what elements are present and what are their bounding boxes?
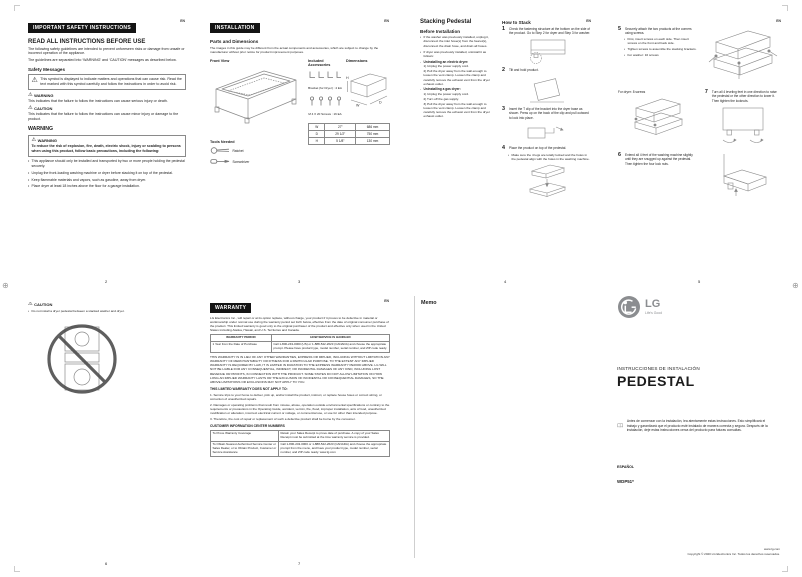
cover-language: ESPAÑOL: [617, 465, 635, 469]
crop-mark: [14, 5, 20, 11]
page-number: 5: [698, 279, 701, 284]
step7-diagram: [716, 105, 770, 145]
warning-box-label-row: [32, 138, 183, 143]
screws-icon: [308, 96, 342, 107]
cover-title: PEDESTAL: [617, 373, 695, 389]
page-stacking-pedestal: [420, 16, 592, 276]
how-to-stack-title: How to Stack: [502, 19, 531, 25]
memo-title: Memo: [421, 300, 437, 306]
warning-label: WARNING: [34, 92, 54, 98]
step-sub-note: • For washer: 16 screws: [624, 53, 699, 57]
table-row: [211, 441, 390, 456]
not-apply-item: 3. Therefore, the cost of repair or replacement of such a defective product shall be borne by the consumer.: [210, 417, 356, 422]
before-item: • If the washer was previously installed, unplug it, disconnect the inlet hose(s) from the faucet(s), disconnect the drain hose, and drain all hoses.: [420, 35, 496, 48]
manual-book-icon: [617, 419, 623, 432]
safety-messages-title: Safety Messages: [28, 66, 66, 72]
safety-bullet: • Place dryer at least 18 inches above the floor for a garage installation.: [28, 184, 186, 189]
electric-step: 1) Unplug the power supply cord.: [423, 64, 469, 69]
step6-diagram: [714, 152, 772, 198]
stack-step-5: [618, 27, 699, 36]
step-sub-note: • Tighten screws to assemble the stacking brackets.: [624, 47, 699, 51]
read-all-instructions-title: READ ALL INSTRUCTIONS BEFORE USE: [28, 38, 146, 45]
dim-label-w: W: [356, 103, 360, 108]
tools-needed-label: Tools Needed: [210, 140, 235, 145]
page-warranty: [210, 296, 390, 556]
step-number: 7: [704, 89, 708, 95]
pedestal-front-view-diagram: [212, 64, 300, 130]
website-text: www.lg.com: [763, 547, 780, 552]
caution-label: CAUTION: [34, 106, 53, 112]
accessory-item: [308, 94, 342, 116]
warranty-legal-text: THIS WARRANTY IS IN LIEU OF ANY OTHER WARRANTIES, EXPRESS OR IMPLIED, INCLUDING WITHOUT LIMITATION ANY WARRANTY OF MERCHANTABILITY OR FITNESS FOR A PARTICULAR PURPOSE. TO THE EXTENT ANY IMPLIED WARRANTY IS REQUIRED BY LAW, IT IS LIMITED IN DURATION TO THE EXPRESS WARRANTY PERIOD ABOVE. LG WILL NOT BE LIABLE FOR ANY CONSEQUENTIAL, INDIRECT, OR INCIDENTAL DAMAGES OF ANY KIND, INCLUDING LOST REVENUE OR PROFITS, IN CONNECTION WITH THE PRODUCT. SOME STATES DO NOT ALLOW LIMITATION ON HOW LONG AN IMPLIED WARRANTY LASTS OR THE EXCLUSION OF INCIDENTAL OR CONSEQUENTIAL DAMAGES, SO THE ABOVE LIMITATIONS OR EXCLUSIONS MAY NOT APPLY TO YOU.: [210, 354, 390, 384]
cover-subtitle: INSTRUCCIONES DE INSTALACIÓN: [617, 366, 700, 371]
warning-icon: ⚠: [31, 77, 38, 85]
front-view-label: Front View: [210, 58, 230, 63]
before-item: • If dryer was previously installed, uninstall it as follows:: [420, 50, 496, 59]
wrench-icon: [210, 146, 230, 155]
parts-note: The images in this guide may be different from the actual components and accessories, which are subject to change by the manufacturer without prior notice for product improvement purposes.: [210, 45, 379, 54]
electric-dryer-title: - Uninstalling an electric dryer:: [420, 60, 496, 64]
not-apply-item: 2. Damages or operating problems that result from misuse, abuse, operation outside environmental specifications or contrary to the requirements or precautions in the Operating Guide, accident, vermin, fire, flood, improper installation, acts of God, unauthorized modification or alteration, incorrect electrical current or voltage, or commercial use, or use for other than intended purpose.: [210, 402, 390, 416]
accessory-label: M 4 X 20 Screws : 16 EA: [308, 111, 342, 116]
dim-mm: 686 mm: [356, 123, 390, 130]
stack-step-6: [618, 153, 699, 166]
page-caution: [28, 302, 186, 554]
lg-logo-text: LG: [645, 297, 661, 310]
safety-header-bar: IMPORTANT SAFETY INSTRUCTIONS: [28, 23, 136, 33]
warranty-period-cell: 1 Year from the Date of Purchase: [211, 342, 272, 353]
caution-label-row: [28, 106, 186, 111]
page-stacking-steps-5-7: [618, 16, 782, 276]
page-number: 4: [504, 279, 507, 284]
installation-header-bar: INSTALLATION: [210, 23, 260, 33]
safety-bullet: • This appliance should only be installed and transported by two or more people holding the pedestal securely.: [28, 159, 186, 169]
tool-item: [210, 146, 302, 155]
table-row: [309, 137, 390, 144]
stack-step-3: [502, 107, 592, 120]
tool-label: Ratchet: [232, 148, 244, 153]
cover-note-text: Antes de comenzar con la instalación, lea atentamente estas instrucciones. Esto simplificará el trabajo y garantizará que el producto esté instalado de manera correcta y segura. Después de la instalación, deje estas instrucciones cerca del producto para futuras consultas.: [626, 419, 768, 433]
lg-logo-icon: [617, 295, 641, 319]
dryer-screws-caption: For dryer: 8 screws: [618, 89, 646, 94]
bracket-icon: [308, 70, 342, 81]
step-number: 5: [618, 25, 621, 32]
dimensions-label: Dimensions: [346, 58, 368, 63]
tool-item: [210, 157, 302, 166]
language-tag: EN: [586, 19, 591, 23]
model-number: WDP51*: [617, 479, 634, 484]
page-memo: [414, 296, 602, 558]
stack-step-2: [502, 68, 592, 73]
tool-label: Screwdriver: [232, 159, 250, 164]
warning-box: [28, 135, 186, 157]
step-sub-note: • First, insert screws on each side. Then insert screws on the front and back side.: [624, 37, 699, 46]
not-apply-title: THIS LIMITED WARRANTY DOES NOT APPLY TO:: [210, 387, 288, 392]
warning-icon: ⚠: [28, 105, 33, 112]
table-row: [211, 342, 390, 353]
warranty-period-table: [210, 334, 390, 353]
language-tag: EN: [776, 19, 781, 23]
language-tag: EN: [384, 19, 389, 23]
gas-step: 2) Turn off the gas supply.: [423, 96, 459, 101]
dim-mm: 130 mm: [356, 137, 390, 144]
dim-key: D: [309, 130, 325, 137]
crop-mark: [14, 566, 20, 572]
dim-inches: 29 1/2”: [325, 130, 356, 137]
prohibition-diagram: [42, 321, 122, 411]
table-row: [309, 130, 390, 137]
registration-mark-icon: ⊕: [792, 281, 799, 290]
page-number: 7: [298, 561, 301, 566]
step4-diagram: [524, 163, 570, 197]
how-service-cell: Call 1-800-243-0000 (US) or 1-888-542-2623 (CANADA) and choose the appropriate prompt. Please have product type, model number, serial number, and ZIP code ready.: [271, 342, 389, 353]
safety-bullet-list: [28, 159, 186, 189]
caution-label-row: [28, 302, 186, 307]
lg-tagline: Life's Good: [645, 311, 663, 316]
safety-bullet: • Unplug the front-loading washing machine or dryer before stacking it on top of the pedestal.: [28, 171, 186, 176]
step5-dryer-diagram: [628, 95, 688, 139]
electric-step: 2) Pull the dryer away from the wall enough to loosen the vent clamp. Loosen the clamp and carefully remove the exhaust vent from the dryer exhaust outlet.: [423, 69, 490, 86]
step-text: Check the fastening structure at the bottom on the side of the product. Go to Step 2 for dryer and Step 3 for washer.: [509, 27, 591, 36]
dim-label-d: D: [379, 100, 382, 105]
warranty-intro: LG Electronics Inc., will repair or at its option replace, without charge, your product if it proves to be defective in material or workmanship under normal use during the warranty period set forth below, effective from the date of original consumer purchase of the product. This limited warranty is good only to the original purchaser of the product and effective only when used in the United States including Alaska, Hawaii, and U.S. Territories and Canada.: [210, 315, 389, 333]
warning-icon: ⚠: [28, 302, 33, 307]
warning-box-label: WARNING: [37, 137, 57, 143]
accessory-label: Bracket (for Dryer) : 4 EA: [308, 85, 342, 90]
caution-label: CAUTION: [34, 302, 53, 308]
warning-section-title: WARNING: [28, 126, 54, 133]
step-number: 3: [502, 106, 505, 113]
parts-dimensions-title: Parts and Dimensions: [210, 39, 259, 44]
page-installation: [210, 16, 390, 276]
copyright-text: Copyright © 2020 LG Electronics Inc. Todos los derechos reservados.: [687, 552, 780, 557]
dim-inches: 5 1/8”: [325, 137, 356, 144]
language-tag: EN: [384, 299, 389, 303]
step-text: Turn all 4 leveling feet in one direction to raise the pedestal or the other direction to lower it. Then tighten the locknuts.: [711, 90, 777, 103]
step-number: 1: [502, 26, 505, 32]
table-header-row: [211, 335, 390, 342]
crop-mark: [782, 566, 788, 572]
step3-diagram: [525, 122, 569, 144]
stacking-pedestal-title: Stacking Pedestal: [420, 19, 472, 25]
screwdriver-icon: [210, 157, 230, 166]
warning-icon: ⚠: [28, 91, 33, 98]
how-service-header: HOW SERVICE IS HANDLED: [271, 335, 389, 342]
page-number: 6: [105, 561, 108, 566]
cover-footer: [687, 547, 780, 557]
step1-diagram: [525, 37, 569, 65]
warning-label-row: [28, 93, 186, 98]
accessory-item: [308, 68, 342, 90]
caution-description: This indicates that the failure to follow the instructions can cause minor injury or damage to the product.: [28, 112, 179, 122]
safety-intro-paragraph-2: The guidelines are separated into ‘WARNING’ and ‘CAUTION’ messages as described below.: [28, 58, 177, 63]
step-text: Tilt and hold product.: [509, 67, 539, 72]
symbol-note-text: This symbol is displayed to indicate matters and operations that can cause risk. Read the text marked with this symbol carefully and follow the instructions in order to avoid risk.: [40, 77, 182, 87]
dim-label-h: H: [346, 76, 349, 81]
warning-description: This indicates that the failure to follow the instructions can cause serious injury or death.: [28, 98, 168, 103]
stack-step-4: [502, 146, 592, 151]
cic-topic-cell: To Obtain Nearest Authorized Service Center or Sales Dealer, or to Obtain Product, Customer or Service Assistance: [211, 441, 279, 456]
not-apply-item: 1. Service trips to your home to deliver, pick up, and/or install the product, instruct, or replace house fuses or correct wiring, or correction of unauthorized repairs.: [210, 392, 382, 401]
safety-bullet: • Keep flammable materials and vapors, such as gasoline, away from dryer.: [28, 178, 186, 183]
dimensions-table: [308, 123, 390, 145]
page-important-safety-instructions: [28, 16, 186, 276]
step-text: Place the product on top of the pedestal.: [509, 146, 567, 151]
step5-washer-diagram: [706, 26, 780, 82]
customer-info-title: CUSTOMER INFORMATION CENTER NUMBERS: [210, 424, 285, 429]
step-number: 2: [502, 66, 505, 73]
dim-key: W: [309, 123, 325, 130]
page-back-cover: [616, 293, 782, 561]
step2-diagram: [527, 75, 567, 105]
caution-bullet: • Do not install a dryer pedestal between a stacked washer and dryer.: [28, 309, 186, 313]
warning-box-text: To reduce the risk of explosion, fire, death, electric shock, injury or scalding to persons when using this product, follow basic precautions, including the following:: [31, 144, 181, 153]
step-sub-note: • Make sure the 4 legs are totally locked and the holes in the pedestal align with the holes in the washing machine.: [508, 153, 592, 162]
language-tag: EN: [180, 19, 185, 23]
gas-step: 1) Unplug the power supply cord.: [423, 91, 469, 96]
customer-info-table: [210, 430, 390, 456]
cic-detail-cell: Call 1-800-243-0000 or 1-888-542-2623 (CANADA) and choose the appropriate prompt from the menu, and have your product type, model number, serial number, and ZIP code ready. www.lg.com: [279, 441, 390, 456]
dim-inches: 27”: [325, 123, 356, 130]
cic-topic-cell: To Prove Warranty Coverage: [211, 431, 279, 442]
gas-step: 3) Pull the dryer away from the wall enough to loosen the vent clamp. Loosen the clamp and carefully remove the exhaust vent from the dryer exhaust outlet.: [423, 101, 490, 119]
dim-key: H: [309, 137, 325, 144]
step-text: Insert the T clip of the bracket into the dryer base as shown. Press up on the back of the clip and pull outward to lock into place.: [509, 107, 589, 120]
included-accessories-label: Included Accessories: [308, 58, 331, 67]
dim-mm: 750 mm: [356, 130, 390, 137]
before-installation-title: Before Installation: [420, 28, 461, 34]
safety-intro-paragraph: The following safety guidelines are intended to prevent unforeseen risks or damage from unsafe or incorrect operation of the appliance.: [28, 46, 185, 56]
step-number: 6: [618, 152, 621, 159]
cic-detail-cell: Retain your Sales Receipt to prove date of purchase. A copy of your Sales Receipt must be submitted at the time warranty service is provided.: [279, 431, 390, 442]
crop-mark: [782, 5, 788, 11]
stack-step-1: [502, 27, 592, 36]
warranty-period-header: WARRANTY PERIOD: [211, 335, 272, 342]
warning-icon: ⚠: [31, 136, 37, 143]
step-text: Extend all 4 feet of the washing machine slightly until they are snugged up against the pedestal. Then tighten the four lock nuts.: [625, 153, 693, 166]
step-number: 4: [502, 145, 505, 152]
cover-note-row: [617, 419, 774, 434]
dimensions-diagram: [346, 64, 390, 108]
page-number: 3: [298, 279, 301, 284]
table-row: [309, 123, 390, 130]
symbol-note-box: [28, 74, 186, 90]
warranty-header-bar: WARRANTY: [210, 303, 251, 313]
gas-dryer-title: - Uninstalling a gas dryer:: [420, 87, 496, 91]
registration-mark-icon: ⊕: [2, 281, 9, 290]
lg-logo-lockup: [617, 295, 662, 319]
step-text: Securely attach the two products at the corners using screws.: [625, 26, 692, 35]
table-row: [211, 431, 390, 442]
stack-step-7: [705, 90, 782, 103]
page-number: 2: [105, 279, 108, 284]
